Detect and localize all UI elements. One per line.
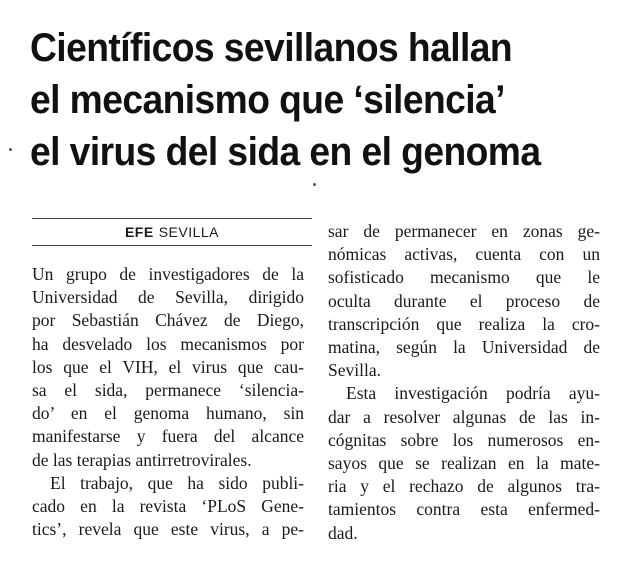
headline-line: el mecanismo que ‘silencia’ [30, 78, 505, 122]
article-line: matina, según la Universidad de [328, 337, 600, 358]
article-line: cógnitas sobre los numerosos en- [328, 429, 600, 450]
byline [32, 218, 312, 246]
headline [30, 22, 565, 178]
article-line: ria y el rechazo de algunos tra- [328, 476, 600, 497]
article-line: sar de permanecer en zonas ge- [328, 221, 600, 241]
article-line: sa el sida, permanece ‘silencia- [32, 380, 304, 401]
article-line: Universidad de Sevilla, dirigido [32, 287, 304, 308]
print-speck [313, 183, 316, 186]
article-column-right [328, 220, 600, 545]
headline-line: Científicos sevillanos hallan [30, 26, 513, 70]
article-line: tics’, revela que este virus, a pe- [32, 519, 304, 540]
article-line: nómicas activas, cuenta con un [328, 244, 600, 265]
article-line: Un grupo de investigadores de la [32, 264, 304, 284]
article-line: de las terapias antirretrovirales. [32, 449, 252, 470]
byline-agency: EFE [124, 224, 154, 240]
byline-location: SEVILLA [158, 224, 220, 240]
article-line: Esta investigación podría ayu- [346, 383, 600, 404]
article-line: cado en la revista ‘PLoS Gene- [32, 496, 304, 517]
article-line: dad. [328, 522, 358, 543]
article-line: sofisticado mecanismo que le [328, 267, 600, 288]
article-line: do’ en el genoma humano, sin [32, 403, 304, 424]
headline-line: el virus del sida en el genoma [30, 130, 541, 174]
article-line: los que el VIH, el virus que cau- [32, 356, 304, 377]
print-speck [9, 148, 12, 151]
article-line: El trabajo, que ha sido publi- [50, 472, 304, 493]
article-line: transcripción que realiza la cro- [328, 313, 600, 334]
article-line: tamientos contra esta enfermed- [328, 499, 600, 520]
article-column-left [32, 263, 304, 541]
article-line: por Sebastián Chávez de Diego, [32, 310, 304, 331]
article-line: dar a resolver algunas de las in- [328, 406, 600, 427]
article-line: ha desvelado los mecanismos por [32, 333, 304, 354]
article-line: sayos que se realizan en la mate- [328, 453, 600, 474]
article-line: manifestarse y fuera del alcance [32, 426, 304, 447]
article-line: oculta durante el proceso de [328, 290, 600, 311]
article-line: Sevilla. [328, 360, 381, 381]
